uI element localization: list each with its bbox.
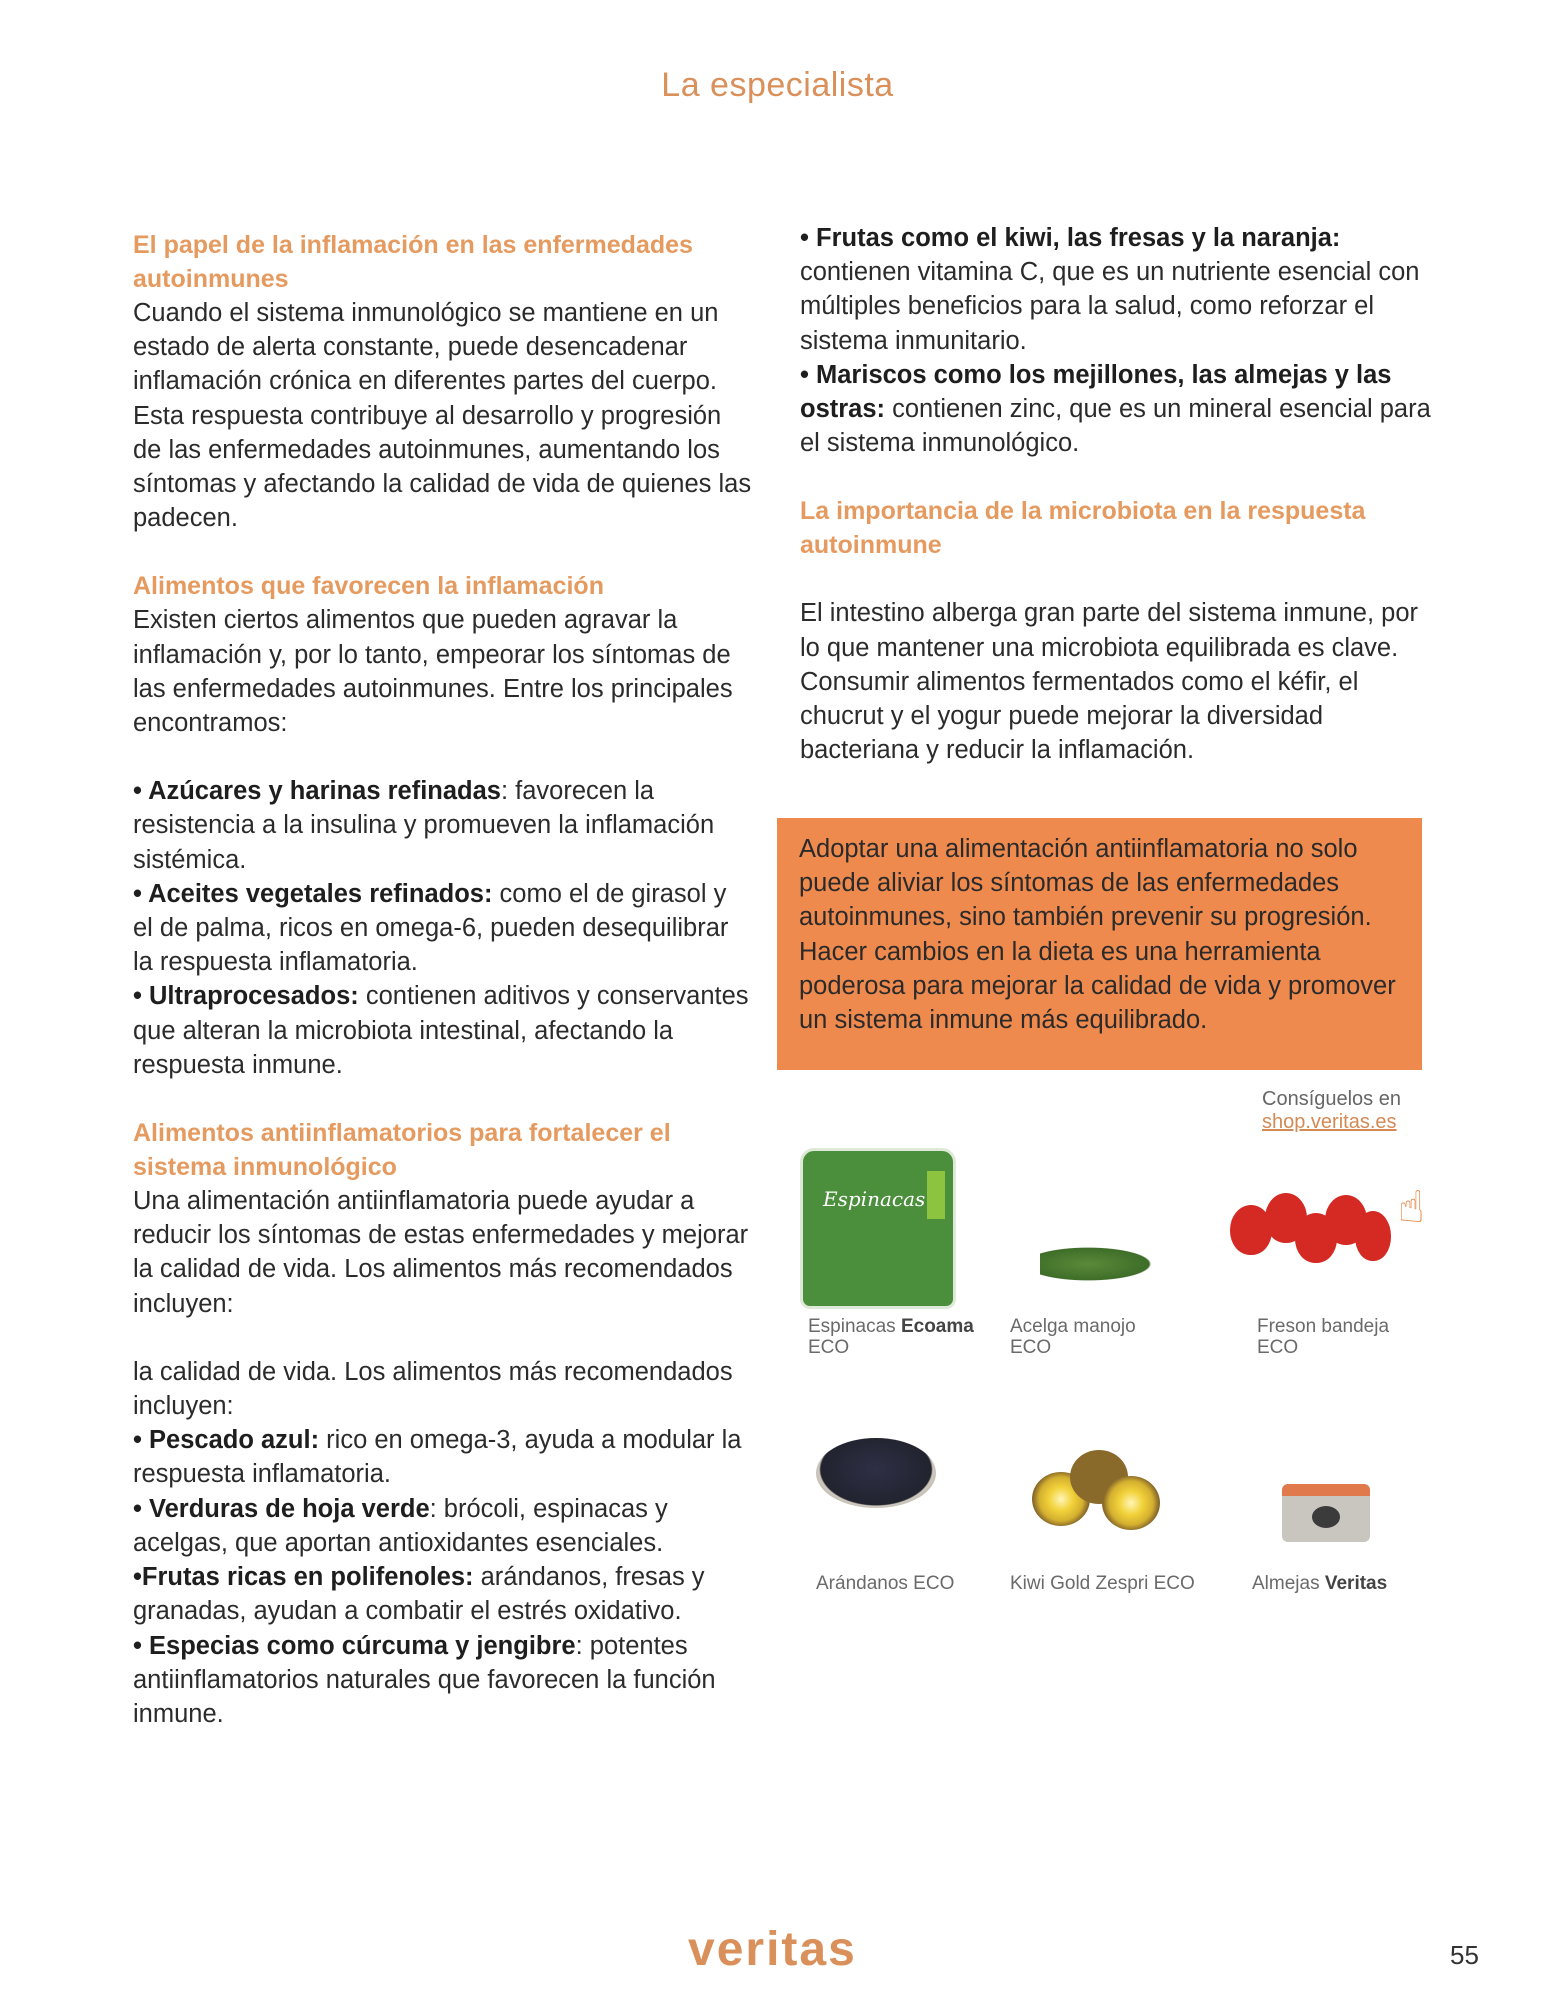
shop-link-block [1262,1088,1401,1134]
product-card[interactable] [1210,1400,1410,1594]
section-heading: Alimentos que favorecen la inflamación [133,572,604,601]
product-card[interactable] [1225,1175,1425,1358]
chard-image [1010,1190,1180,1308]
left-column [133,228,753,1731]
list-item-bold: • Especias como cúrcuma y jengibre [133,1631,576,1660]
list-item-text: contienen vitamina C, que es un nutriente esencial con múltiples beneficios para la salud, como reforzar el sistema inmunitario. [800,258,1420,355]
list-item-text: contienen zinc, que es un mineral esencial para el sistema inmunológico. [800,395,1431,458]
list-item-text: : favorecen la resistencia a la insulina y promueven la inflamación sistémica. [133,777,715,874]
product-name: Espinacas [808,1316,901,1337]
paragraph: Una alimentación antiinflamatoria puede ayudar a reducir los síntomas de estas enfermedades y mejorar la calidad de vida. Los alimentos más recomendados incluyen: [133,1187,749,1318]
product-label: Arándanos ECO [816,1573,955,1594]
product-card[interactable] [1010,1400,1210,1594]
right-column [800,221,1440,767]
list-item [133,1423,753,1491]
page-title: La especialista [661,66,894,104]
list-item-text: : potentes antiinflamatorios naturales que favorecen la función inmune. [133,1631,716,1728]
list-item [133,1492,753,1560]
list-item-text: como el de girasol y el de palma, ricos en omega-6, pueden desequilibrar la respuesta inflamatoria. [133,879,729,977]
list-item [133,1629,753,1732]
section-heading: Alimentos antiinflamatorios para fortalecer el sistema inmunológico [133,1119,671,1182]
product-label: Freson bandeja ECO [1257,1316,1390,1358]
list-item-text: arándanos, fresas y granadas, ayudan a combatir el estrés oxidativo. [133,1563,705,1626]
bag-label: Espinacas [823,1187,926,1211]
clams-can-image [1210,1400,1380,1565]
list-item-bold: • Frutas como el kiwi, las fresas y la naranja: [800,224,1341,252]
section-heading: El papel de la inflamación en las enfermedades autoinmunes [133,231,693,293]
list-item-bold: •Frutas ricas en polifenoles: [133,1563,474,1592]
list-item-bold: • Azúcares y harinas refinadas [133,777,501,806]
list-item-text: contienen aditivos y conservantes que alteran la microbiota intestinal, afectando la respuesta inmune. [133,982,749,1079]
kiwi-image [1010,1400,1180,1565]
product-name: Almejas [1252,1573,1325,1594]
paragraph: El intestino alberga gran parte del sistema inmune, por lo que mantener una microbiota equilibrada es clave. Consumir alimentos fermentados como el kéfir, el chucrut y el yogur puede mejorar la diversidad bacteriana y reducir la inflamación. [800,599,1419,765]
product-label: Kiwi Gold Zespri ECO [1010,1573,1195,1594]
product-card[interactable] [1010,1190,1210,1358]
paragraph: la calidad de vida. Los alimentos más recomendados incluyen: [133,1357,733,1421]
list-item-bold: • Pescado azul: [133,1426,320,1455]
blueberries-image [780,1400,950,1565]
list-item [133,877,753,980]
callout-box: Adoptar una alimentación antiinflamatoria no solo puede aliviar los síntomas de las enfermedades autoinmunes, sino también prevenir su progresión. Hacer cambios en la dieta es una herramienta poderosa para mejorar la calidad de vida y promover un sistema inmune más equilibrado. [777,818,1422,1070]
list-item-text: rico en omega-3, ayuda a modular la respuesta inflamatoria. [133,1426,742,1489]
section-heading: La importancia de la microbiota en la respuesta autoinmune [800,497,1366,560]
paragraph: Cuando el sistema inmunológico se mantiene en un estado de alerta constante, puede desencadenar inflamación crónica en diferentes partes del cuerpo. Esta respuesta contribuye al desarrollo y progresión de las enfermedades autoinmunes, aumentando los síntomas y afectando la calidad de vida de quienes las padecen. [133,299,752,533]
shop-link[interactable]: shop.veritas.es [1262,1111,1397,1133]
product-card[interactable] [780,1400,980,1594]
product-brand: Veritas [1324,1573,1388,1594]
list-item [800,221,1440,358]
veritas-logo: veritas [688,1923,857,1968]
list-item-text: : brócoli, espinacas y acelgas, que aportan antioxidantes esenciales. [133,1494,668,1557]
product-card[interactable] [780,1148,980,1358]
list-item-bold: • Verduras de hoja verde [133,1494,430,1523]
shop-label: Consíguelos en [1262,1088,1401,1110]
strawberries-image [1225,1175,1405,1308]
page-number: 55 [1450,1940,1479,1970]
list-item-bold: • Mariscos como los mejillones, las almejas y las ostras: [800,360,1392,424]
list-item [133,1560,753,1628]
product-suffix: ECO [808,1337,850,1358]
product-label [1252,1573,1410,1594]
list-item-bold: • Ultraprocesados: [133,982,359,1011]
product-brand: Ecoama [900,1316,974,1337]
product-label [808,1316,980,1358]
list-item [800,358,1440,461]
spinach-bag-image [780,1148,950,1308]
product-label: Acelga manojo ECO [1010,1316,1136,1358]
list-item [133,979,753,1082]
list-item-bold: • Aceites vegetales refinados: [133,879,493,908]
list-item [133,774,753,877]
paragraph: Existen ciertos alimentos que pueden agravar la inflamación y, por lo tanto, empeorar los síntomas de las enfermedades autoinmunes. Entre los principales encontramos: [133,606,733,738]
pointer-hand-icon: ☝ [1398,1183,1425,1232]
